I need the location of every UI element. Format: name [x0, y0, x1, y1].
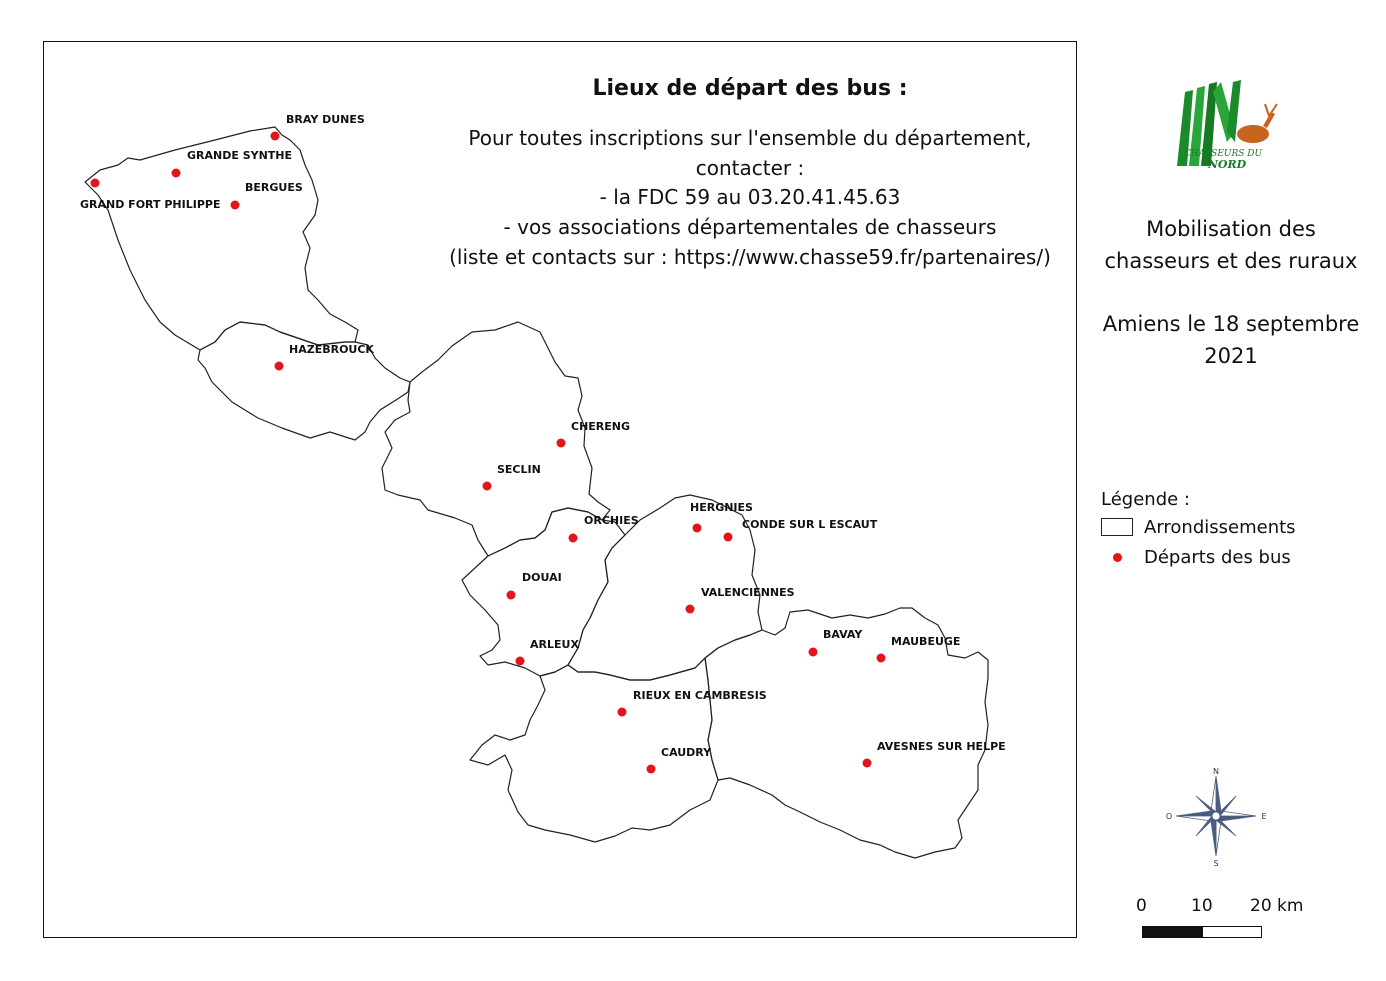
city-label: BERGUES: [245, 181, 303, 194]
city-label: BAVAY: [823, 628, 863, 641]
scale-bar-white: [1202, 926, 1262, 938]
bus-departure-dot[interactable]: [275, 362, 284, 371]
city-label: RIEUX EN CAMBRESIS: [633, 689, 767, 702]
bus-departure-dot[interactable]: [877, 654, 886, 663]
legend-arrondissement-label: Arrondissements: [1144, 517, 1296, 538]
legend-dot-symbol: [1113, 553, 1122, 562]
info-line: - la FDC 59 au 03.20.41.45.63: [599, 185, 901, 209]
compass-s: S: [1213, 859, 1219, 868]
bus-departure-dot[interactable]: [91, 179, 100, 188]
city-marker[interactable]: [80, 179, 220, 212]
city-label: HERGNIES: [690, 501, 753, 514]
svg-text:NORD: NORD: [1207, 158, 1247, 171]
bus-departure-dot[interactable]: [271, 132, 280, 141]
bus-departure-dot[interactable]: [647, 765, 656, 774]
city-label: SECLIN: [497, 463, 541, 476]
city-label: ARLEUX: [530, 638, 579, 651]
bus-departure-dot[interactable]: [569, 534, 578, 543]
bus-departure-dot[interactable]: [724, 533, 733, 542]
compass-e: E: [1261, 812, 1267, 821]
svg-text:CHASSEURS DU: CHASSEURS DU: [1183, 149, 1263, 159]
bus-departure-points: [80, 113, 1006, 774]
info-title: Lieux de départ des bus :: [592, 76, 908, 101]
info-line: Pour toutes inscriptions sur l'ensemble du département,: [468, 126, 1032, 150]
legend-title: Légende :: [1101, 489, 1190, 510]
scale-label: 20 km: [1250, 896, 1304, 916]
city-marker[interactable]: [618, 689, 767, 717]
city-label: MAUBEUGE: [891, 635, 961, 648]
city-label: AVESNES SUR HELPE: [877, 740, 1006, 753]
compass-n: N: [1213, 767, 1219, 776]
city-marker[interactable]: [483, 463, 541, 491]
city-marker[interactable]: [231, 181, 303, 210]
bus-departure-dot[interactable]: [686, 605, 695, 614]
bus-departure-dot[interactable]: [172, 169, 181, 178]
city-marker[interactable]: [557, 420, 631, 448]
bus-departure-dot[interactable]: [507, 591, 516, 600]
bus-departure-dot[interactable]: [693, 524, 702, 533]
event-line-3: Amiens le 18 septembre: [1102, 312, 1360, 336]
bus-departure-dot[interactable]: [618, 708, 627, 717]
city-marker[interactable]: [686, 586, 795, 614]
event-line-2: chasseurs et des ruraux: [1104, 249, 1358, 273]
compass-rose-icon: [1160, 762, 1272, 870]
city-label: BRAY DUNES: [286, 113, 365, 126]
bus-departure-dot[interactable]: [557, 439, 566, 448]
city-label: GRANDE SYNTHE: [187, 149, 293, 162]
city-label: HAZEBROUCK: [289, 343, 374, 356]
chasseurs-du-nord-logo: [1165, 72, 1285, 177]
compass-o: O: [1165, 812, 1173, 821]
info-line: contacter :: [695, 156, 805, 180]
city-label: CAUDRY: [661, 746, 712, 759]
legend-departure-label: Départs des bus: [1144, 547, 1291, 568]
city-marker[interactable]: [507, 571, 562, 600]
city-marker[interactable]: [724, 518, 878, 542]
arrondissement-flandre: [198, 322, 410, 440]
bus-departure-dot[interactable]: [483, 482, 492, 491]
city-marker[interactable]: [809, 628, 864, 657]
city-marker[interactable]: [863, 740, 1006, 768]
info-line: (liste et contacts sur : https://www.chasse59.fr/partenaires/): [449, 245, 1051, 269]
city-label: VALENCIENNES: [701, 586, 795, 599]
city-marker[interactable]: [275, 343, 375, 371]
city-label: CHERENG: [571, 420, 631, 433]
city-marker[interactable]: [647, 746, 713, 774]
legend-arrondissement-symbol: [1101, 518, 1133, 536]
event-line-1: Mobilisation des: [1146, 217, 1316, 241]
city-label: DOUAI: [522, 571, 562, 584]
scale-label: 0: [1136, 896, 1147, 916]
scale-label: 10: [1191, 896, 1213, 916]
city-label: CONDE SUR L ESCAUT: [742, 518, 878, 531]
bus-departure-dot[interactable]: [809, 648, 818, 657]
city-label: GRAND FORT PHILIPPE: [80, 198, 221, 211]
arrondissement-lille: [382, 322, 610, 556]
scale-bar-black: [1142, 926, 1202, 938]
city-marker[interactable]: [569, 514, 639, 543]
bus-departure-dot[interactable]: [231, 201, 240, 210]
bus-departure-dot[interactable]: [516, 657, 525, 666]
info-line: - vos associations départementales de chasseurs: [503, 215, 997, 239]
event-line-4: 2021: [1204, 344, 1258, 368]
city-marker[interactable]: [172, 149, 293, 178]
city-marker[interactable]: [877, 635, 961, 663]
bus-departure-dot[interactable]: [863, 759, 872, 768]
city-label: ORCHIES: [584, 514, 639, 527]
